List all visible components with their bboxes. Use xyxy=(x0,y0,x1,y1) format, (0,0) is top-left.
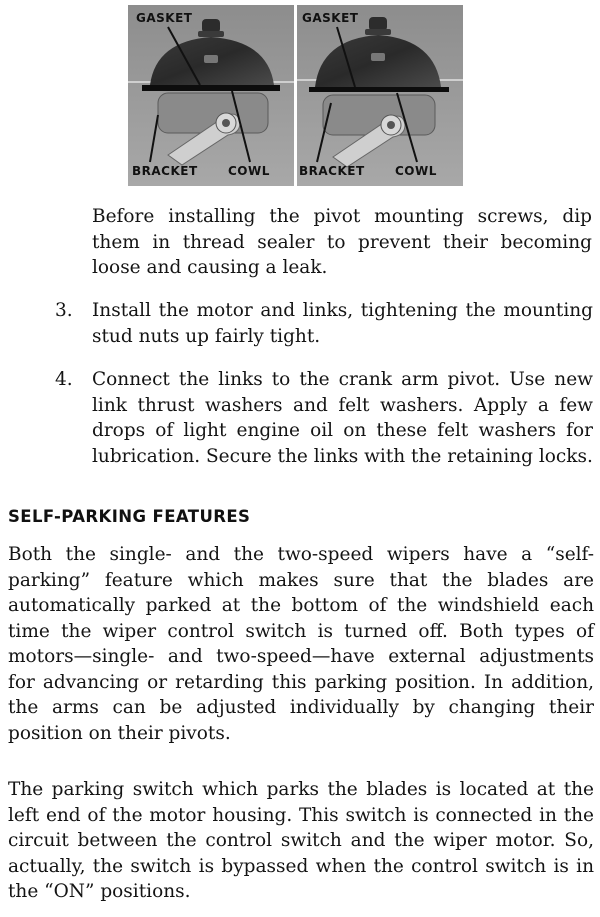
bracket-label: BRACKET xyxy=(132,164,198,178)
intro-paragraph: Before installing the pivot mounting screws, dip them in thread sealer to prevent their becoming loose and causing a leak. xyxy=(92,206,592,278)
step-text: Connect the links to the crank arm pivot. Use new link thrust washers and felt washers. Apply a few drops of light engine oil on these felt washers for lubrication. Secure the links with the retaining locks. xyxy=(92,369,593,467)
bracket-label: BRACKET xyxy=(299,164,365,178)
step-item xyxy=(55,367,593,469)
wiper-pivot-photo-figure xyxy=(128,5,463,186)
step-item xyxy=(55,298,593,349)
gasket-label: GASKET xyxy=(302,11,359,25)
step-number: 4. xyxy=(55,369,73,390)
pivot-assembly-illustration xyxy=(297,5,463,186)
parking-switch-paragraph: The parking switch which parks the blades is located at the left end of the motor housing. This switch is connected in the circuit between the control switch and the wiper motor. So, actually, the switch is bypassed when the control switch is in the “ON” positions. xyxy=(8,779,594,902)
cowl-label: COWL xyxy=(228,164,270,178)
section-heading: SELF-PARKING FEATURES xyxy=(8,507,251,526)
cowl-label: COWL xyxy=(395,164,437,178)
step-number: 3. xyxy=(55,300,73,321)
self-parking-paragraph: Both the single- and the two-speed wipers have a “self-parking” feature which makes sure that the blades are automatically parked at the bottom of the windshield each time the wiper control switch is turned off. Both types of motors—single- and two-speed—have external adjustments for advancing or retarding this parking position. In addition, the arms can be adjusted individually by changing their position on their pivots. xyxy=(8,544,594,744)
pivot-assembly-illustration xyxy=(128,5,294,186)
gasket-label: GASKET xyxy=(136,11,193,25)
step-text: Install the motor and links, tightening the mounting stud nuts up fairly tight. xyxy=(92,300,593,347)
photo-panel-right xyxy=(297,5,463,186)
photo-panel-left xyxy=(128,5,294,186)
